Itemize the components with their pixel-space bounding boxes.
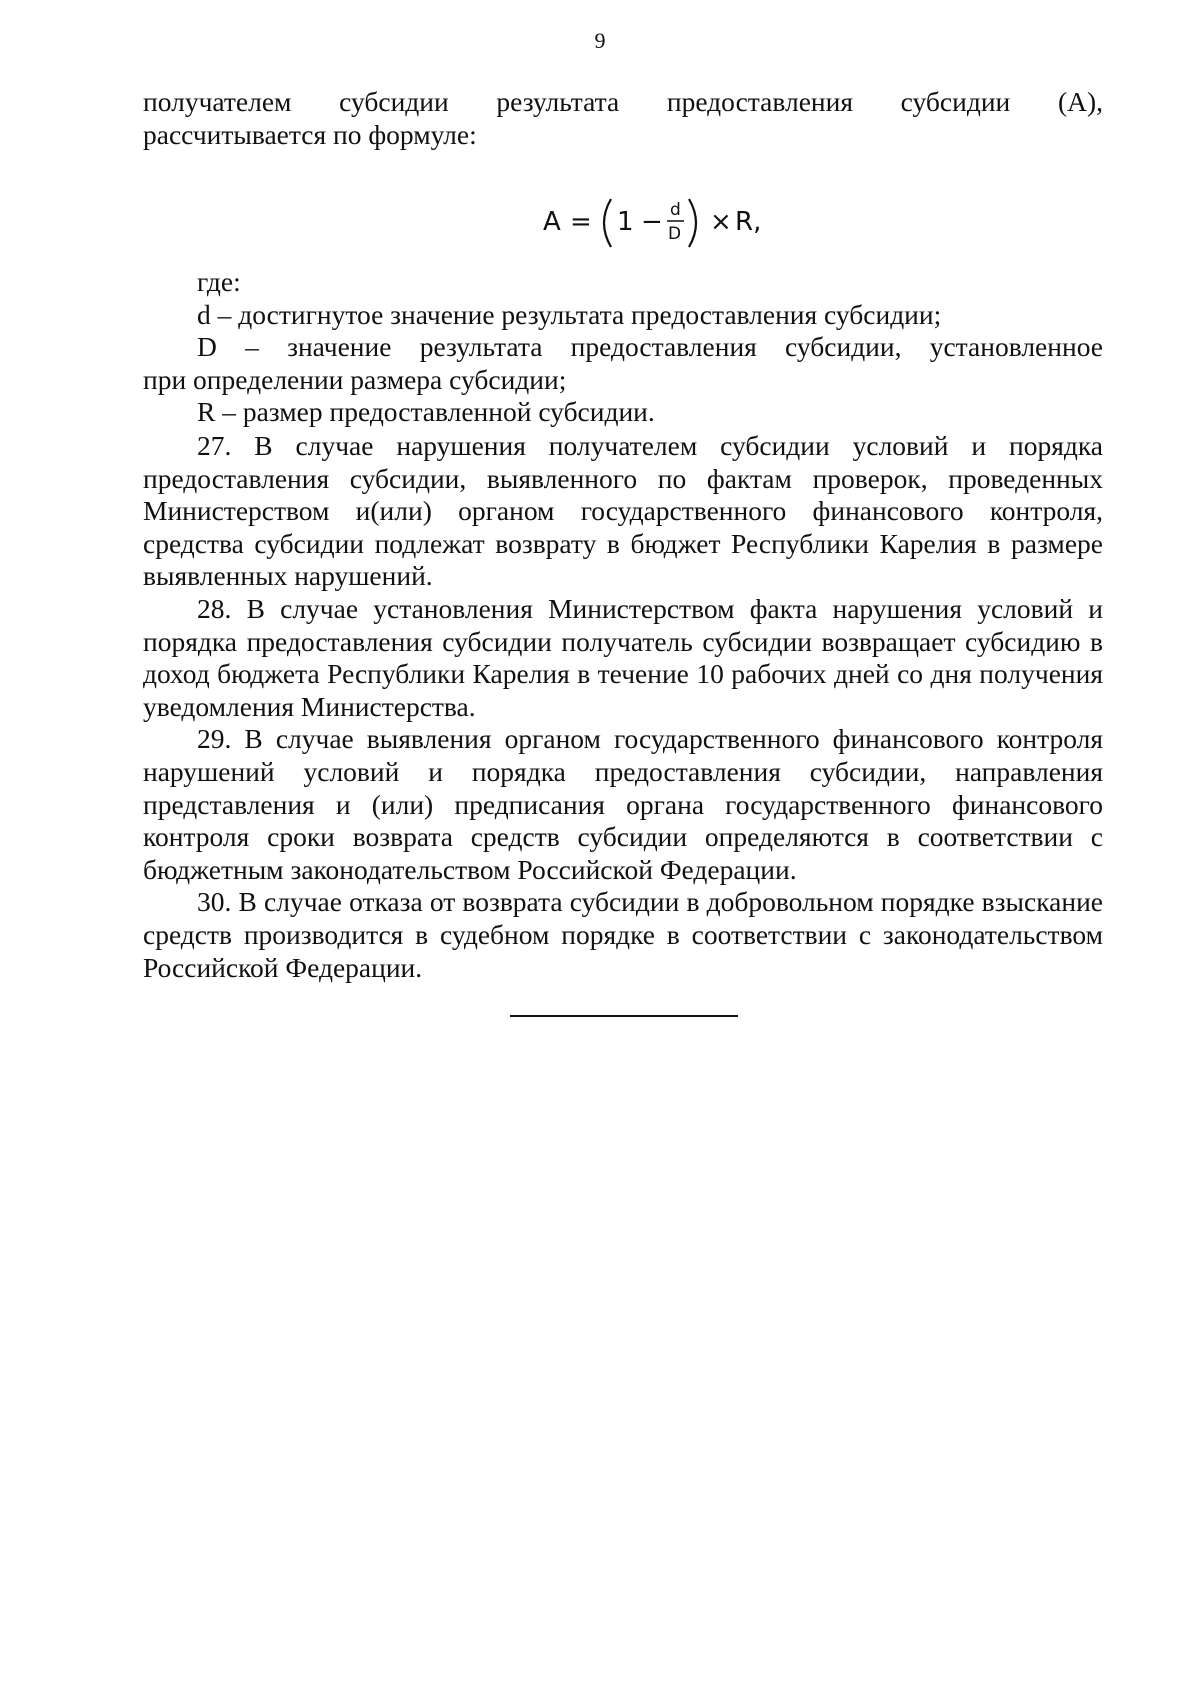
formula-times: × xyxy=(710,207,732,237)
definition-D-line-2: при определении размера субсидии; xyxy=(143,363,567,395)
formula-numerator: d xyxy=(670,200,681,220)
definition-D-line-1: D – значение результата предоставления субсидии, установленное xyxy=(197,331,1103,363)
formula xyxy=(143,183,1103,273)
formula-denominator: D xyxy=(668,224,682,244)
definition-d: d – достигнутое значение результата предоставления субсидии; xyxy=(197,298,942,330)
page-number: 9 xyxy=(594,28,606,53)
formula-graphic xyxy=(543,183,803,263)
document-body xyxy=(143,86,1103,983)
definition-R: R – размер предоставленной субсидии. xyxy=(197,396,655,428)
formula-equals: = xyxy=(570,207,592,237)
formula-one: 1 xyxy=(617,207,634,237)
paragraph-27: 27. В случае нарушения получателем субсидии условий и порядка предоставления субсидии, выявленного по фактам проверок, проведенных Министерством и(или) органом государственного финансового контроля, средства субсидии подлежат возврату в бюджет Республики Карелия в размере выявленных нарушений. xyxy=(143,430,1103,592)
formula-left-paren xyxy=(604,199,611,247)
paragraph-28: 28. В случае установления Министерством факта нарушения условий и порядка предоставления субсидии получатель субсидии возвращает субсидию в доход бюджета Республики Карелия в течение 10 рабочих дней со дня получения уведомления Министерства. xyxy=(143,592,1103,722)
paragraph-29: 29. В случае выявления органом государственного финансового контроля нарушений условий и порядка предоставления субсидии, направления представления и (или) предписания органа государственного финансового контроля сроки возврата средств субсидии определяются в соответствии с бюджетным законодательством Российской Федерации. xyxy=(143,723,1103,885)
formula-minus: − xyxy=(641,207,663,237)
intro-line-1: получателем субсидии результата предоставления субсидии (А), xyxy=(143,86,1103,117)
formula-lhs: A xyxy=(543,207,561,237)
end-of-document-rule xyxy=(510,1015,738,1017)
formula-definitions xyxy=(143,266,1103,429)
paragraph-30: 30. В случае отказа от возврата субсидии в добровольном порядке взыскание средств производится в судебном порядке в соответствии с законодательством Российской Федерации. xyxy=(143,886,1103,983)
where-label: где: xyxy=(197,266,241,297)
numbered-paragraphs xyxy=(143,430,1103,984)
intro-line-2: рассчитывается по формуле: xyxy=(143,118,477,150)
formula-right-paren xyxy=(689,199,696,247)
formula-rhs: R, xyxy=(735,207,762,237)
